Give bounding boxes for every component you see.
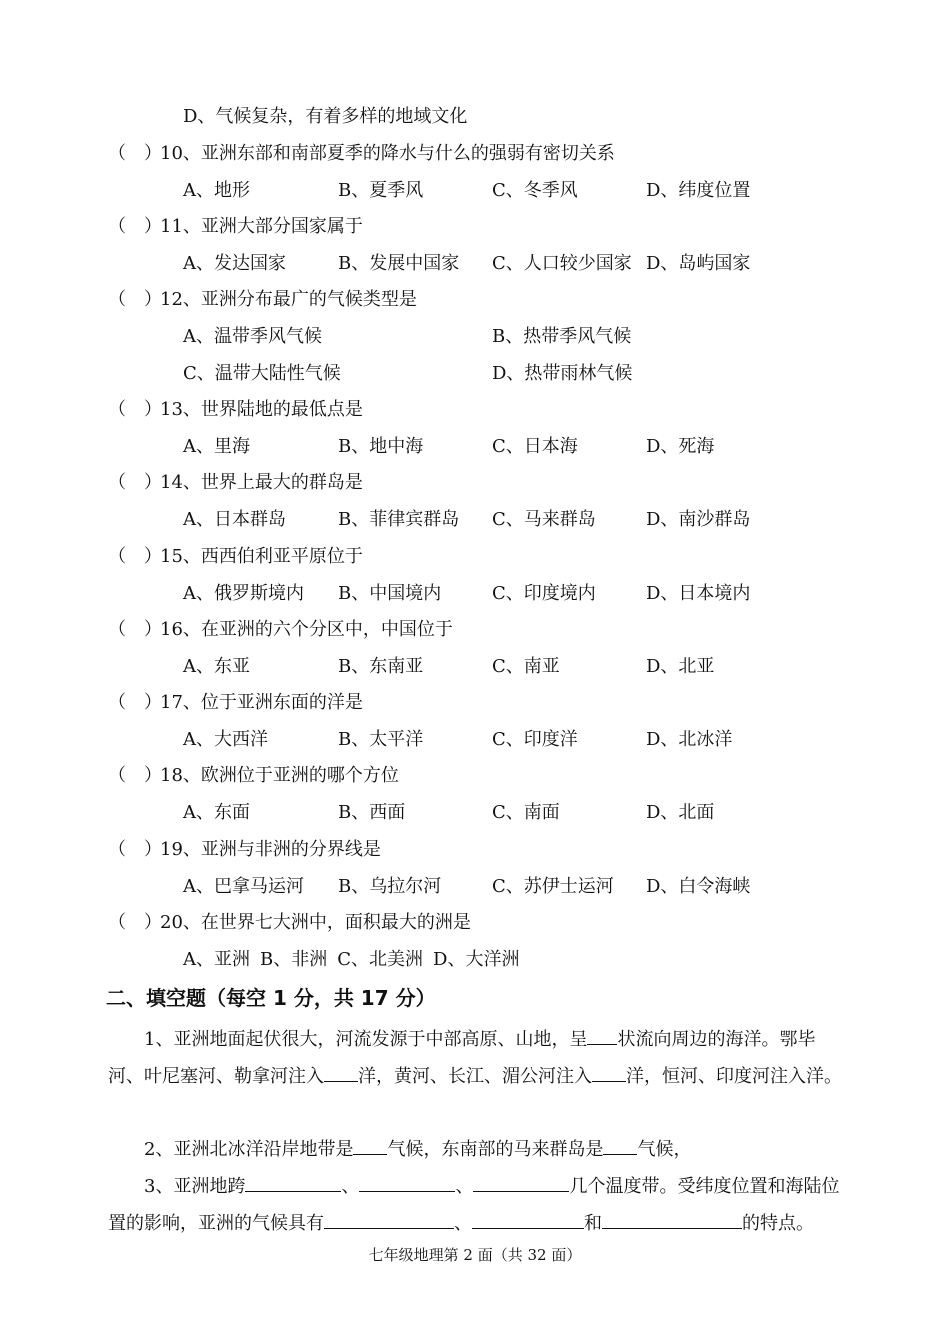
blank-field[interactable] [353, 1136, 387, 1155]
question-20 [108, 911, 471, 935]
q17-option-d: D、北冰洋 [646, 729, 733, 750]
fill-question-3 [108, 1168, 848, 1242]
q11-option-d: D、岛屿国家 [646, 253, 751, 274]
q17-option-a: A、大西洋 [183, 729, 268, 750]
text: 、 [455, 1176, 474, 1197]
q19-option-a: A、巴拿马运河 [183, 876, 304, 897]
q18-option-b: B、西面 [338, 802, 406, 823]
fill-question-1 [108, 1021, 848, 1095]
q10-option-c: C、冬季风 [492, 180, 578, 201]
q13-option-d: D、死海 [646, 436, 715, 457]
q19-option-c: C、苏伊士运河 [492, 876, 614, 897]
blank-field[interactable] [245, 1173, 341, 1192]
blank-field[interactable] [587, 1026, 617, 1045]
question-19 [108, 838, 381, 862]
q11-option-a: A、发达国家 [183, 253, 286, 274]
q12-option-b: B、热带季风气候 [492, 326, 632, 347]
answer-paren[interactable]: （ ） [108, 765, 162, 786]
text: 气候，东南部的马来群岛是 [387, 1139, 604, 1160]
q11-option-c: C、人口较少国家 [492, 253, 632, 274]
text: 几个温度带。受纬度位置和海陆位置的影响，亚洲的气候具有 [108, 1176, 840, 1234]
question-stem: 16、在亚洲的六个分区中，中国位于 [160, 619, 453, 640]
text: 的特点。 [742, 1213, 814, 1234]
blank-field[interactable] [324, 1063, 358, 1082]
q12-option-a: A、温带季风气候 [183, 326, 322, 347]
q10-option-d: D、纬度位置 [646, 180, 751, 201]
question-stem: 19、亚洲与非洲的分界线是 [160, 839, 381, 860]
text: 洋。 [806, 1066, 842, 1087]
blank-field[interactable] [602, 1210, 742, 1229]
question-stem: 20、在世界七大洲中，面积最大的洲是 [160, 912, 471, 933]
question-stem: 10、亚洲东部和南部夏季的降水与什么的强弱有密切关系 [160, 143, 615, 164]
q18-option-a: A、东面 [183, 802, 250, 823]
question-stem: 15、西西伯利亚平原位于 [160, 546, 363, 567]
text: 1、亚洲地面起伏很大，河流发源于中部高原、山地，呈 [144, 1029, 588, 1050]
q15-option-a: A、俄罗斯境内 [183, 583, 304, 604]
answer-paren[interactable]: （ ） [108, 839, 162, 860]
q18-option-d: D、北面 [646, 802, 715, 823]
q9-option-d: D、气候复杂，有着多样的地域文化 [183, 106, 468, 127]
question-stem: 13、世界陆地的最低点是 [160, 399, 363, 420]
answer-paren[interactable]: （ ） [108, 619, 162, 640]
q14-option-b: B、菲律宾群岛 [338, 509, 460, 530]
q17-option-b: B、太平洋 [338, 729, 424, 750]
answer-paren[interactable]: （ ） [108, 912, 162, 933]
text: 和 [584, 1213, 602, 1234]
q20-options [183, 948, 519, 972]
q19-option-d: D、白令海峡 [646, 876, 751, 897]
q12-option-c: C、温带大陆性气候 [183, 363, 341, 384]
blank-field[interactable] [592, 1063, 626, 1082]
question-15 [108, 545, 363, 569]
q17-option-c: C、印度洋 [492, 729, 578, 750]
blank-field[interactable] [359, 1173, 455, 1192]
blank-field[interactable] [324, 1210, 454, 1229]
question-13 [108, 398, 363, 422]
blank-field[interactable] [472, 1210, 584, 1229]
q20-option-d: D、大洋洲 [433, 949, 520, 970]
text: 洋，恒河、印度河注入 [626, 1066, 806, 1087]
q15-option-d: D、日本境内 [646, 583, 751, 604]
blank-field[interactable] [473, 1173, 569, 1192]
q10-option-b: B、夏季风 [338, 180, 424, 201]
q11-option-b: B、发展中国家 [338, 253, 460, 274]
text: 、 [454, 1213, 472, 1234]
q20-option-b: B、非洲 [260, 949, 328, 970]
question-stem: 12、亚洲分布最广的气候类型是 [160, 289, 417, 310]
text: 2、亚洲北冰洋沿岸地带是 [144, 1139, 354, 1160]
answer-paren[interactable]: （ ） [108, 143, 162, 164]
q20-option-a: A、亚洲 [183, 949, 250, 970]
answer-paren[interactable]: （ ） [108, 289, 162, 310]
q16-option-c: C、南亚 [492, 656, 560, 677]
text: 3、亚洲地跨 [144, 1176, 246, 1197]
question-12 [108, 288, 417, 312]
question-11 [108, 215, 363, 239]
q15-option-c: C、印度境内 [492, 583, 596, 604]
q10-option-a: A、地形 [183, 180, 250, 201]
question-17 [108, 691, 363, 715]
q14-option-c: C、马来群岛 [492, 509, 596, 530]
question-stem: 17、位于亚洲东面的洋是 [160, 692, 363, 713]
question-10 [108, 142, 615, 166]
answer-paren[interactable]: （ ） [108, 546, 162, 567]
answer-paren[interactable]: （ ） [108, 216, 162, 237]
q19-option-b: B、乌拉尔河 [338, 876, 442, 897]
q15-option-b: B、中国境内 [338, 583, 442, 604]
answer-paren[interactable]: （ ） [108, 399, 162, 420]
text: 状流向周边的海洋。鄂毕河、叶尼塞河、勒拿河注入 [108, 1029, 816, 1087]
answer-paren[interactable]: （ ） [108, 472, 162, 493]
q20-option-c: C、北美洲 [337, 949, 424, 970]
blank-field[interactable] [603, 1136, 637, 1155]
question-14 [108, 471, 363, 495]
question-stem: 18、欧洲位于亚洲的哪个方位 [160, 765, 399, 786]
section-2-title: 二、填空题（每空 1 分，共 17 分） [106, 986, 436, 1010]
q16-option-b: B、东南亚 [338, 656, 424, 677]
text: 洋，黄河、长江、湄公河注入 [358, 1066, 592, 1087]
q14-option-d: D、南沙群岛 [646, 509, 751, 530]
text: 、 [341, 1176, 360, 1197]
question-16 [108, 618, 453, 642]
text: 气候， [637, 1139, 692, 1160]
answer-paren[interactable]: （ ） [108, 692, 162, 713]
page-footer: 七年级地理第 2 面（共 32 面） [368, 1246, 582, 1264]
q13-option-b: B、地中海 [338, 436, 424, 457]
q13-option-a: A、里海 [183, 436, 250, 457]
q16-option-a: A、东亚 [183, 656, 250, 677]
q14-option-a: A、日本群岛 [183, 509, 286, 530]
question-18 [108, 764, 399, 788]
q13-option-c: C、日本海 [492, 436, 578, 457]
q12-option-d: D、热带雨林气候 [492, 363, 633, 384]
q16-option-d: D、北亚 [646, 656, 715, 677]
question-stem: 11、亚洲大部分国家属于 [160, 216, 363, 237]
fill-question-2 [108, 1131, 848, 1168]
q18-option-c: C、南面 [492, 802, 560, 823]
question-stem: 14、世界上最大的群岛是 [160, 472, 363, 493]
